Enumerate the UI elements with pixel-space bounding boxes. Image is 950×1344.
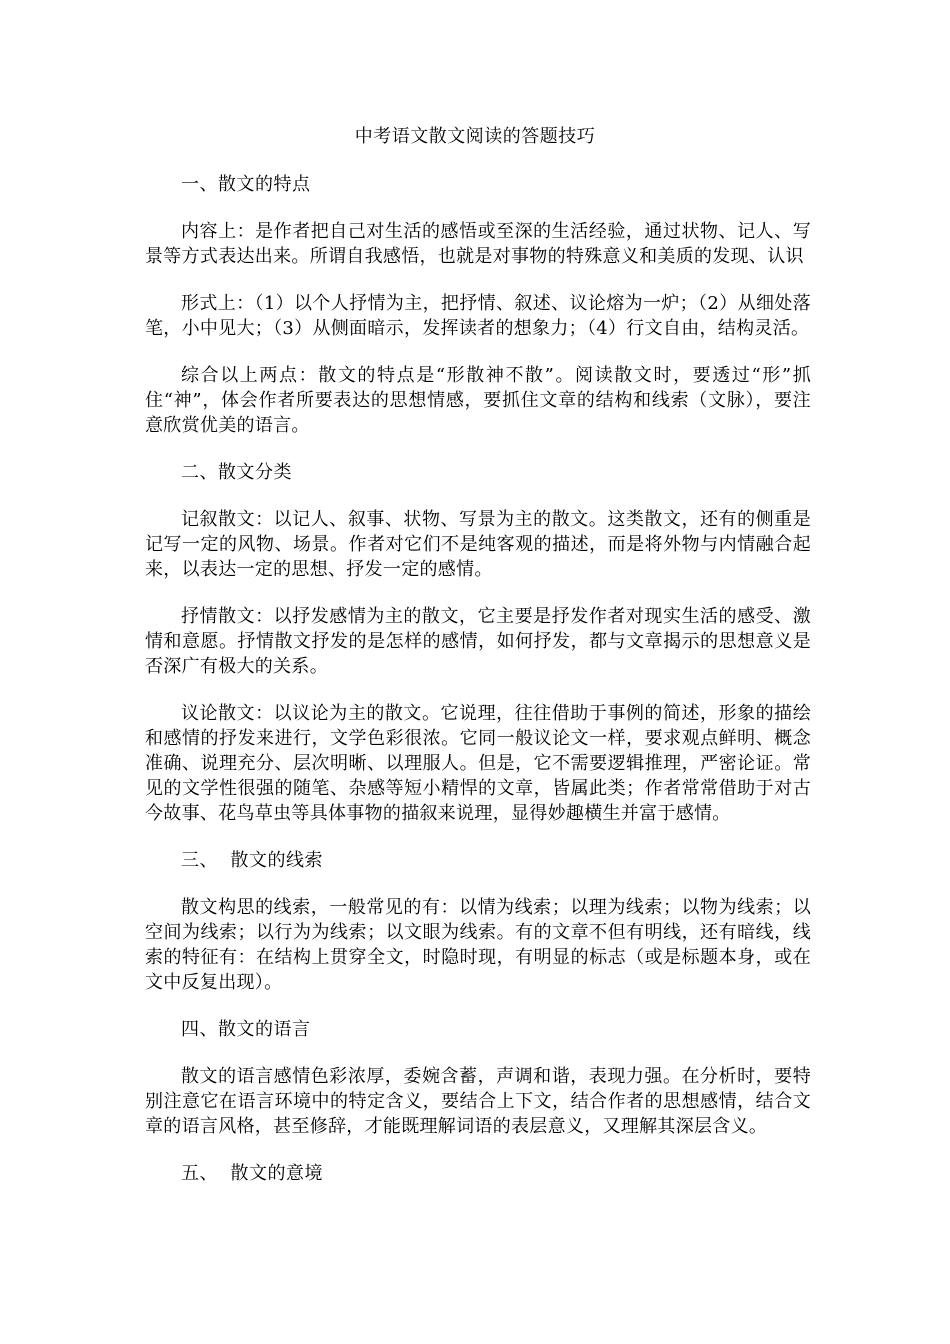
section-heading: 三、 散文的线索	[181, 850, 323, 871]
document-title: 中考语文散文阅读的答题技巧	[354, 126, 596, 147]
paragraph: 综合以上两点：散文的特点是“形散神不散”。阅读散文时，要透过“形”抓住“神”，体会作者所要表达的思想情感，要抓住文章的结构和线索（文脉），要注意欣赏优美的语言。	[145, 365, 811, 436]
section-heading: 五、 散文的意境	[181, 1163, 323, 1184]
paragraph: 内容上：是作者把自己对生活的感悟或至深的生活经验，通过状物、记人、写景等方式表达出来。所谓自我感悟，也就是对事物的特殊意义和美质的发现、认识	[145, 221, 811, 267]
section-heading: 二、散文分类	[181, 462, 292, 483]
paragraph: 散文构思的线索，一般常见的有：以情为线索；以理为线索；以物为线索；以空间为线索；以行为为线索；以文眼为线索。有的文章不但有明线，还有暗线，线索的特征有：在结构上贯穿全文，时隐时现，有明显的标志（或是标题本身，或在文中反复出现）。	[145, 897, 811, 993]
section-heading: 一、散文的特点	[181, 174, 311, 195]
paragraph: 抒情散文：以抒发感情为主的散文，它主要是抒发作者对现实生活的感受、激情和意愿。抒情散文抒发的是怎样的感情，如何抒发，都与文章揭示的思想意义是否深广有极大的关系。	[145, 606, 811, 677]
paragraph: 议论散文：以议论为主的散文。它说理，往往借助于事例的简述，形象的描绘和感情的抒发来进行，文学色彩很浓。它同一般议论文一样，要求观点鲜明、概念准确、说理充分、层次明晰、以理服人。但是，它不需要逻辑推理，严密论证。常见的文学性很强的随笔、杂感等短小精悍的文章，皆属此类；作者常常借助于对古今故事、花鸟草虫等具体事物的描叙来说理，显得妙趣横生并富于感情。	[145, 703, 811, 824]
paragraph: 记叙散文：以记人、叙事、状物、写景为主的散文。这类散文，还有的侧重是记写一定的风物、场景。作者对它们不是纯客观的描述，而是将外物与内情融合起来，以表达一定的思想、抒发一定的感情。	[145, 509, 811, 580]
paragraph: 散文的语言感情色彩浓厚，委婉含蓄，声调和谐，表现力强。在分析时，要特别注意它在语言环境中的特定含义，要结合上下文，结合作者的思想感情，结合文章的语言风格，甚至修辞，才能既理解词语的表层意义，又理解其深层含义。	[145, 1066, 811, 1137]
section-heading: 四、散文的语言	[181, 1019, 311, 1040]
paragraph: 形式上：（1）以个人抒情为主，把抒情、叙述、议论熔为一炉；（2）从细处落笔，小中见大；（3）从侧面暗示，发挥读者的想象力；（4）行文自由，结构灵活。	[145, 293, 811, 339]
document-body	[145, 172, 811, 1208]
